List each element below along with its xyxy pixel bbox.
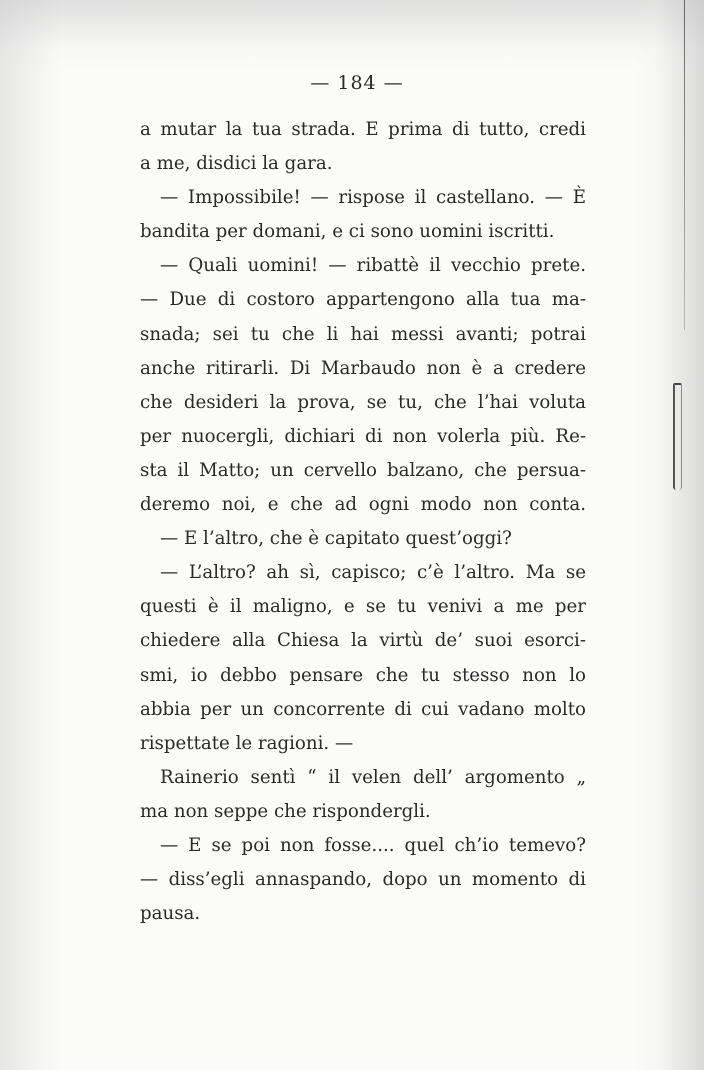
text-line: smi, io debbo pensare che tu stesso non lo — [140, 664, 586, 686]
text-line: sta il Matto; un cervello balzano, che persua- — [140, 459, 586, 481]
text-line: questi è il maligno, e se tu venivi a me per — [140, 596, 586, 618]
text-line: pausa. — [140, 903, 201, 925]
text-line: — Impossibile! — rispose il castellano. — È — [160, 187, 586, 209]
text-line: per nuocergli, dichiari di non volerla più. Re- — [140, 425, 586, 447]
text-line: — E se poi non fosse.... quel ch’io temevo? — [160, 834, 586, 856]
text-line: chiedere alla Chiesa la virtù de’ suoi esorci- — [140, 630, 586, 652]
text-line: Rainerio sentì “ il velen dell’ argomento „ — [160, 766, 586, 788]
clip-mark — [673, 383, 682, 490]
page-number: — 184 — — [310, 72, 404, 94]
text-line: — E l’altro, che è capitato quest’oggi? — [160, 528, 512, 550]
text-line: — L’altro? ah sì, capisco; c’è l’altro. Ma se — [160, 562, 586, 584]
body-text — [140, 113, 586, 931]
text-line: che desideri la prova, se tu, che l’hai voluta — [140, 391, 586, 413]
scan-shadow-right — [634, 0, 704, 1070]
text-line: snada; sei tu che li hai messi avanti; potrai — [140, 323, 586, 345]
scan-shadow-top — [0, 0, 704, 70]
text-line: — diss’egli annaspando, dopo un momento di — [140, 869, 586, 891]
page-edge-line — [684, 0, 685, 330]
text-line: deremo noi, e che ad ogni modo non conta. — [140, 494, 586, 516]
text-line: — Due di costoro appartengono alla tua ma- — [140, 289, 586, 311]
text-line: abbia per un concorrente di cui vadano molto — [140, 698, 586, 720]
text-line: a mutar la tua strada. E prima di tutto, credi — [140, 119, 586, 140]
text-line: rispettate le ragioni. — — [140, 732, 354, 754]
text-line: — Quali uomini! — ribattè il vecchio prete. — [160, 255, 586, 277]
text-line: ma non seppe che rispondergli. — [140, 800, 431, 822]
text-line: a me, disdici la gara. — [140, 153, 333, 175]
scan-shadow-left — [0, 0, 60, 1070]
text-line: anche ritirarli. Di Marbaudo non è a credere — [140, 357, 586, 379]
text-line: bandita per domani, e ci sono uomini iscritti. — [140, 221, 555, 243]
